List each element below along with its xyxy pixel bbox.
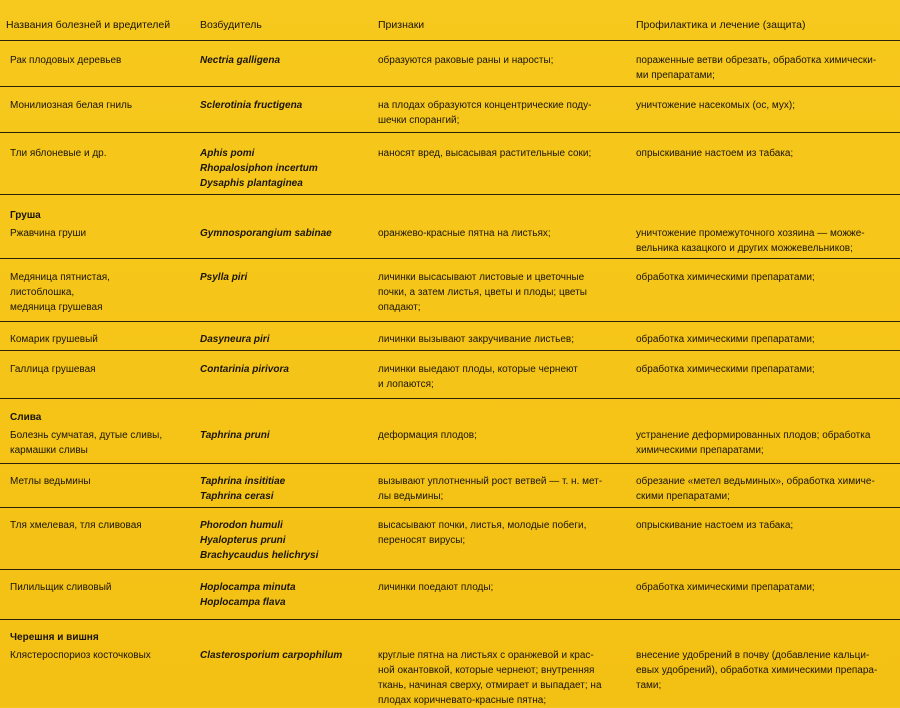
disease-name-line: кармашки сливы xyxy=(10,445,88,456)
disease-name-cell xyxy=(10,53,190,68)
control-measures-cell xyxy=(636,474,896,504)
row-divider xyxy=(0,194,900,195)
disease-name-line: Ржавчина груши xyxy=(10,228,87,239)
row-divider xyxy=(0,569,900,570)
pathogen-line: Aphis pomi xyxy=(200,148,255,159)
symptoms-cell xyxy=(378,518,623,548)
control-measures-cell xyxy=(636,332,896,347)
pathogen-line: Clasterosporium carpophilum xyxy=(200,650,343,661)
row-divider xyxy=(0,321,900,322)
table-header xyxy=(0,0,900,40)
pathogen-line: Taphrina insititiae xyxy=(200,476,286,487)
row-divider xyxy=(0,132,900,133)
section-title: Черешня и вишня xyxy=(10,632,99,643)
control-measures-line: пораженные ветви обрезать, обработка химически- xyxy=(636,55,877,66)
control-measures-line: тами; xyxy=(636,680,662,691)
disease-name-line: Метлы ведьмины xyxy=(10,476,91,487)
control-measures-cell xyxy=(636,362,896,377)
disease-name-cell xyxy=(10,428,190,458)
pathogen-line: Contarinia pirivora xyxy=(200,364,289,375)
header-signs: Признаки xyxy=(378,19,425,31)
row-divider xyxy=(0,398,900,399)
control-measures-line: обработка химическими препаратами; xyxy=(636,334,815,345)
pathogen-line: Nectria galligena xyxy=(200,55,281,66)
disease-name-line: Галлица грушевая xyxy=(10,364,96,375)
control-measures-cell xyxy=(636,226,896,256)
disease-name-line: листоблошка, xyxy=(10,287,75,298)
control-measures-line: внесение удобрений в почву (добавление кальци- xyxy=(636,650,870,661)
pathogen-cell xyxy=(200,270,370,285)
symptoms-cell xyxy=(378,270,623,315)
symptoms-line: ткань, начиная сверху, отмирает и выпадает; на xyxy=(378,680,602,691)
symptoms-line: оранжево-красные пятна на листьях; xyxy=(378,228,551,239)
disease-name-cell xyxy=(10,518,190,533)
control-measures-line: скими препаратами; xyxy=(636,491,730,502)
header-control: Профилактика и лечение (защита) xyxy=(636,19,806,31)
control-measures-line: евых удобрений), обработка химическими препара- xyxy=(636,665,878,676)
symptoms-cell xyxy=(378,332,623,347)
control-measures-cell xyxy=(636,648,896,693)
control-measures-cell xyxy=(636,580,896,595)
symptoms-line: и лопаются; xyxy=(378,379,434,390)
pathogen-line: Sclerotinia fructigena xyxy=(200,100,303,111)
symptoms-line: наносят вред, высасывая растительные соки; xyxy=(378,148,592,159)
disease-name-cell xyxy=(10,270,190,315)
row-divider xyxy=(0,619,900,620)
control-measures-line: ми препаратами; xyxy=(636,70,715,81)
control-measures-line: опрыскивание настоем из табака; xyxy=(636,520,794,531)
disease-name-line: Клястероспориоз косточковых xyxy=(10,650,151,661)
symptoms-line: личинки вызывают закручивание листьев; xyxy=(378,334,574,345)
control-measures-line: обработка химическими препаратами; xyxy=(636,272,815,283)
disease-name-cell xyxy=(10,648,190,663)
control-measures-line: устранение деформированных плодов; обработка xyxy=(636,430,871,441)
control-measures-cell xyxy=(636,98,896,113)
control-measures-line: обрезание «метел ведьминых», обработка химиче- xyxy=(636,476,875,487)
disease-name-line: Медяница пятнистая, xyxy=(10,272,110,283)
pathogen-line: Gymnosporangium sabinae xyxy=(200,228,332,239)
control-measures-line: опрыскивание настоем из табака; xyxy=(636,148,794,159)
symptoms-cell xyxy=(378,474,623,504)
pathogen-line: Dasyneura piri xyxy=(200,334,270,345)
disease-name-cell xyxy=(10,332,190,347)
row-divider xyxy=(0,258,900,259)
header-diseases: Названия болезней и вредителей xyxy=(6,19,171,31)
pathogen-line: Dysaphis plantaginea xyxy=(200,178,303,189)
symptoms-cell xyxy=(378,226,623,241)
symptoms-line: образуются раковые раны и наросты; xyxy=(378,55,554,66)
control-measures-cell xyxy=(636,518,896,533)
pathogen-line: Hyalopterus pruni xyxy=(200,535,286,546)
symptoms-line: вызывают уплотненный рост ветвей — т. н. мет- xyxy=(378,476,603,487)
control-measures-line: обработка химическими препаратами; xyxy=(636,582,815,593)
symptoms-line: почки, а затем листья, цветы и плоды; цветы xyxy=(378,287,587,298)
disease-name-cell xyxy=(10,98,190,113)
control-measures-line: обработка химическими препаратами; xyxy=(636,364,815,375)
pathogen-cell xyxy=(200,332,370,347)
header-divider xyxy=(0,40,900,41)
control-measures-cell xyxy=(636,146,896,161)
section-title: Груша xyxy=(10,210,41,221)
symptoms-line: круглые пятна на листьях с оранжевой и крас- xyxy=(378,650,594,661)
disease-name-line: медяница грушевая xyxy=(10,302,103,313)
symptoms-cell xyxy=(378,648,623,708)
pathogen-line: Taphrina pruni xyxy=(200,430,270,441)
pathogen-cell xyxy=(200,53,370,68)
disease-name-line: Комарик грушевый xyxy=(10,334,98,345)
symptoms-line: личинки поедают плоды; xyxy=(378,582,494,593)
row-divider xyxy=(0,463,900,464)
pathogen-cell xyxy=(200,648,370,663)
pathogen-cell xyxy=(200,518,370,563)
control-measures-line: химическими препаратами; xyxy=(636,445,764,456)
symptoms-line: плодах коричневато-красные пятна; xyxy=(378,695,547,706)
pathogen-cell xyxy=(200,362,370,377)
control-measures-cell xyxy=(636,270,896,285)
symptoms-cell xyxy=(378,98,623,128)
disease-name-line: Рак плодовых деревьев xyxy=(10,55,122,66)
disease-name-line: Монилиозная белая гниль xyxy=(10,100,133,111)
pathogen-line: Psylla piri xyxy=(200,272,248,283)
control-measures-line: вельника казацкого и других можжевельников; xyxy=(636,243,853,254)
symptoms-cell xyxy=(378,362,623,392)
symptoms-line: личинки высасывают листовые и цветочные xyxy=(378,272,585,283)
section-title: Слива xyxy=(10,412,42,423)
disease-name-cell xyxy=(10,226,190,241)
pathogen-cell xyxy=(200,226,370,241)
row-divider xyxy=(0,350,900,351)
pathogen-cell xyxy=(200,98,370,113)
symptoms-line: шечки спорангий; xyxy=(378,115,460,126)
symptoms-cell xyxy=(378,146,623,161)
symptoms-line: высасывают почки, листья, молодые побеги, xyxy=(378,520,587,531)
pathogen-line: Taphrina cerasi xyxy=(200,491,274,502)
symptoms-line: лы ведьмины; xyxy=(378,491,444,502)
symptoms-cell xyxy=(378,428,623,443)
symptoms-line: на плодах образуются концентрические поду- xyxy=(378,100,592,111)
control-measures-line: уничтожение насекомых (ос, мух); xyxy=(636,100,796,111)
disease-name-line: Пилильщик сливовый xyxy=(10,582,112,593)
control-measures-line: уничтожение промежуточного хозяина — можже- xyxy=(636,228,865,239)
symptoms-cell xyxy=(378,53,623,68)
pathogen-line: Hoplocampa flava xyxy=(200,597,286,608)
symptoms-cell xyxy=(378,580,623,595)
disease-name-line: Тля хмелевая, тля сливовая xyxy=(10,520,142,531)
pathogen-line: Brachycaudus helichrysi xyxy=(200,550,319,561)
disease-name-line: Тли яблоневые и др. xyxy=(10,148,107,159)
disease-name-cell xyxy=(10,146,190,161)
header-agent: Возбудитель xyxy=(200,19,262,31)
pathogen-line: Hoplocampa minuta xyxy=(200,582,296,593)
disease-name-cell xyxy=(10,580,190,595)
pathogen-cell xyxy=(200,580,370,610)
pathogen-cell xyxy=(200,474,370,504)
control-measures-cell xyxy=(636,428,896,458)
disease-name-cell xyxy=(10,474,190,489)
symptoms-line: личинки выедают плоды, которые чернеют xyxy=(378,364,578,375)
pathogen-cell xyxy=(200,146,370,191)
disease-name-cell xyxy=(10,362,190,377)
pathogen-line: Phorodon humuli xyxy=(200,520,283,531)
symptoms-line: переносят вирусы; xyxy=(378,535,466,546)
pathogen-cell xyxy=(200,428,370,443)
symptoms-line: деформация плодов; xyxy=(378,430,477,441)
symptoms-line: ной окантовкой, которые чернеют; внутренняя xyxy=(378,665,595,676)
symptoms-line: опадают; xyxy=(378,302,421,313)
control-measures-cell xyxy=(636,53,896,83)
disease-name-line: Болезнь сумчатая, дутые сливы, xyxy=(10,430,163,441)
row-divider xyxy=(0,507,900,508)
pathogen-line: Rhopalosiphon incertum xyxy=(200,163,318,174)
row-divider xyxy=(0,86,900,87)
